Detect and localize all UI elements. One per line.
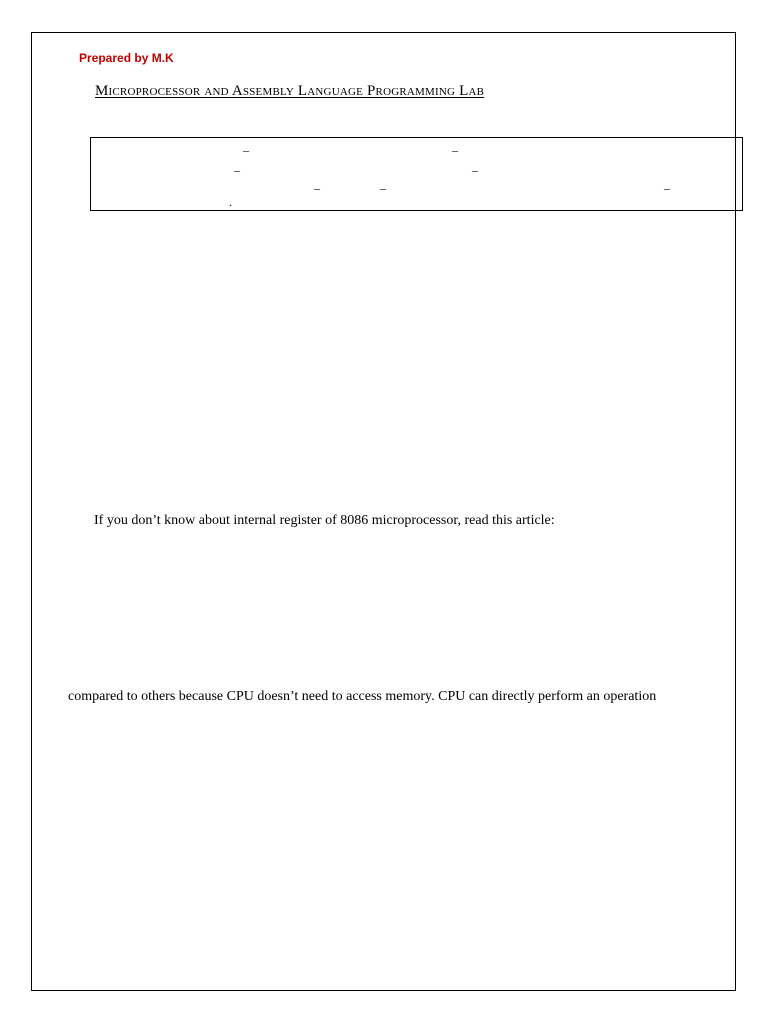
box-mark: _ xyxy=(380,177,386,191)
box-mark: _ xyxy=(472,159,478,173)
body-paragraph-registers: If you don’t know about internal register of 8086 microprocessor, read this article: xyxy=(94,513,555,528)
box-mark: _ xyxy=(314,177,320,191)
box-mark: _ xyxy=(452,139,458,153)
document-title: Microprocessor and Assembly Language Programming Lab xyxy=(95,83,485,99)
box-mark: _ xyxy=(234,159,240,173)
box-mark: _ xyxy=(664,177,670,191)
body-paragraph-cpu: compared to others because CPU doesn’t need to access memory. CPU can directly perform an operation xyxy=(68,689,657,704)
box-mark: . xyxy=(229,195,232,209)
info-box xyxy=(90,137,743,211)
prepared-by-label: Prepared by M.K xyxy=(79,51,174,65)
box-mark: _ xyxy=(243,139,249,153)
